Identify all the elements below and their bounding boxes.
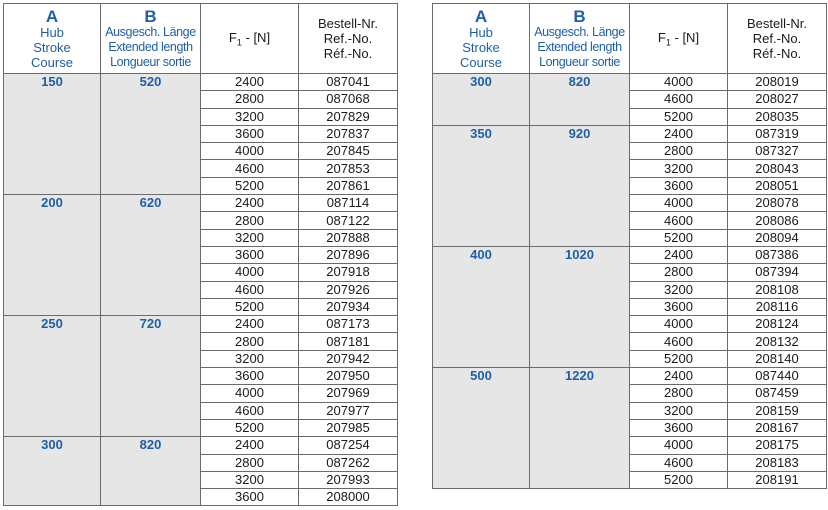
header-stroke [4,4,101,74]
table-row [4,437,398,454]
length-cell: 920 [530,125,630,246]
header-ref-line: Ref.-No. [752,31,802,46]
length-cell: 520 [101,74,201,195]
stroke-cell: 200 [4,195,101,316]
stroke-cell: 250 [4,316,101,437]
order-number-cell: 087254 [299,437,398,454]
order-number-cell: 208035 [728,108,827,125]
force-cell: 4000 [201,385,299,402]
order-number-cell: 208167 [728,419,827,436]
spec-table-left [3,3,398,506]
header-a-line: Hub [40,24,64,40]
stroke-cell: 300 [4,437,101,506]
order-number-cell: 208124 [728,316,827,333]
force-cell: 2400 [201,316,299,333]
order-number-cell: 087173 [299,316,398,333]
force-cell: 3600 [630,419,728,436]
stroke-cell: 150 [4,74,101,195]
order-number-cell: 207950 [299,368,398,385]
stroke-cell: 500 [433,368,530,489]
header-ref-line: Bestell-Nr. [747,16,807,31]
order-number-cell: 207993 [299,471,398,488]
order-number-cell: 087181 [299,333,398,350]
order-number-cell: 087327 [728,143,827,160]
order-number-cell: 208051 [728,177,827,194]
force-cell: 2800 [630,385,728,402]
order-number-cell: 207861 [299,177,398,194]
order-number-cell: 087041 [299,74,398,91]
order-number-cell: 207926 [299,281,398,298]
order-number-cell: 208078 [728,195,827,212]
order-number-cell: 207969 [299,385,398,402]
force-cell: 5200 [201,419,299,436]
force-cell: 3200 [630,402,728,419]
table-body [4,74,398,506]
order-number-cell: 208140 [728,350,827,367]
force-cell: 5200 [630,350,728,367]
order-number-cell: 207985 [299,419,398,436]
header-a-line: Stroke [462,39,500,55]
header-b-line: Extended length [537,39,622,54]
order-number-cell: 208132 [728,333,827,350]
order-number-cell: 207888 [299,229,398,246]
length-cell: 720 [101,316,201,437]
header-row [4,4,398,74]
spec-table-right [432,3,827,489]
order-number-cell: 208159 [728,402,827,419]
order-number-cell: 207829 [299,108,398,125]
force-cell: 4600 [201,281,299,298]
force-cell: 3200 [630,160,728,177]
force-cell: 4600 [201,402,299,419]
force-cell: 4600 [630,333,728,350]
order-number-cell: 087122 [299,212,398,229]
order-number-cell: 208183 [728,454,827,471]
order-number-cell: 207896 [299,246,398,263]
order-number-cell: 208108 [728,281,827,298]
order-number-cell: 208116 [728,298,827,315]
order-number-cell: 207977 [299,402,398,419]
header-a-line: Hub [469,24,493,40]
header-order-number [299,4,398,74]
force-cell: 3200 [201,350,299,367]
force-cell: 4600 [201,160,299,177]
order-number-cell: 087440 [728,368,827,385]
force-cell: 3200 [630,281,728,298]
header-extended-length [101,4,201,74]
header-a-line: Stroke [33,39,71,55]
order-number-cell: 208175 [728,437,827,454]
force-cell: 2400 [630,246,728,263]
force-cell: 4000 [630,316,728,333]
header-force [201,4,299,74]
header-force-symbol: F [228,29,237,45]
header-ref-line: Réf.-No. [752,46,802,61]
force-cell: 3200 [201,229,299,246]
force-cell: 3600 [201,489,299,506]
force-cell: 2800 [630,264,728,281]
length-cell: 620 [101,195,201,316]
header-b-letter: B [144,6,157,26]
force-cell: 3600 [630,177,728,194]
table-body [433,74,827,489]
header-force-subscript: 1 [236,37,242,48]
order-number-cell: 208086 [728,212,827,229]
header-b-line: Ausgesch. Länge [534,24,625,39]
force-cell: 3600 [201,368,299,385]
order-number-cell: 207918 [299,264,398,281]
header-ref-line: Réf.-No. [323,46,373,61]
order-number-cell: 207853 [299,160,398,177]
order-number-cell: 087319 [728,125,827,142]
length-cell: 820 [530,74,630,126]
force-cell: 5200 [630,108,728,125]
order-number-cell: 208000 [299,489,398,506]
order-number-cell: 207934 [299,298,398,315]
force-cell: 4000 [630,74,728,91]
header-force-unit: - [N] [670,29,700,45]
force-cell: 2400 [201,437,299,454]
force-cell: 4000 [201,143,299,160]
force-cell: 2800 [630,143,728,160]
force-cell: 3600 [201,246,299,263]
header-ref-line: Bestell-Nr. [318,16,378,31]
force-cell: 2400 [630,368,728,385]
order-number-cell: 208043 [728,160,827,177]
stroke-cell: 300 [433,74,530,126]
order-number-cell: 207837 [299,125,398,142]
force-cell: 3600 [630,298,728,315]
order-number-cell: 208027 [728,91,827,108]
header-force-symbol: F [657,29,666,45]
table-header [433,4,827,74]
force-cell: 3200 [201,471,299,488]
force-cell: 5200 [630,229,728,246]
table-row [4,74,398,91]
table-row [4,195,398,212]
header-force-unit: - [N] [241,29,271,45]
force-cell: 2400 [201,74,299,91]
force-cell: 4000 [201,264,299,281]
order-number-cell: 087114 [299,195,398,212]
order-number-cell: 087262 [299,454,398,471]
order-number-cell: 208019 [728,74,827,91]
order-number-cell: 087459 [728,385,827,402]
force-cell: 4600 [630,91,728,108]
length-cell: 1020 [530,246,630,367]
force-cell: 2800 [201,454,299,471]
table-row [433,368,827,385]
force-cell: 3600 [201,125,299,142]
order-number-cell: 087386 [728,246,827,263]
order-number-cell: 208191 [728,471,827,488]
force-cell: 4600 [630,212,728,229]
force-cell: 2800 [201,91,299,108]
stroke-cell: 400 [433,246,530,367]
header-b-line: Extended length [108,39,193,54]
header-b-line: Longueur sortie [539,54,620,69]
order-number-cell: 087394 [728,264,827,281]
length-cell: 1220 [530,368,630,489]
header-a-letter: A [45,6,59,26]
order-number-cell: 087068 [299,91,398,108]
stroke-cell: 350 [433,125,530,246]
length-cell: 820 [101,437,201,506]
header-b-line: Ausgesch. Länge [105,24,196,39]
header-ref-line: Ref.-No. [323,31,373,46]
force-cell: 5200 [201,177,299,194]
order-number-cell: 207942 [299,350,398,367]
force-cell: 4000 [630,437,728,454]
header-force-subscript: 1 [665,37,671,48]
force-cell: 2800 [201,212,299,229]
header-extended-length [530,4,630,74]
table-header [4,4,398,74]
force-cell: 5200 [201,298,299,315]
header-a-line: Course [460,54,502,70]
header-a-letter: A [474,6,488,26]
force-cell: 2400 [630,125,728,142]
force-cell: 5200 [630,471,728,488]
header-a-line: Course [31,54,73,70]
force-cell: 4000 [630,195,728,212]
force-cell: 2400 [201,195,299,212]
header-row [433,4,827,74]
header-force [630,4,728,74]
force-cell: 2800 [201,333,299,350]
table-row [433,246,827,263]
header-order-number [728,4,827,74]
table-row [4,316,398,333]
table-row [433,125,827,142]
table-row [433,74,827,91]
order-number-cell: 207845 [299,143,398,160]
header-b-letter: B [573,6,586,26]
order-number-cell: 208094 [728,229,827,246]
header-stroke [433,4,530,74]
force-cell: 4600 [630,454,728,471]
header-b-line: Longueur sortie [110,54,191,69]
force-cell: 3200 [201,108,299,125]
